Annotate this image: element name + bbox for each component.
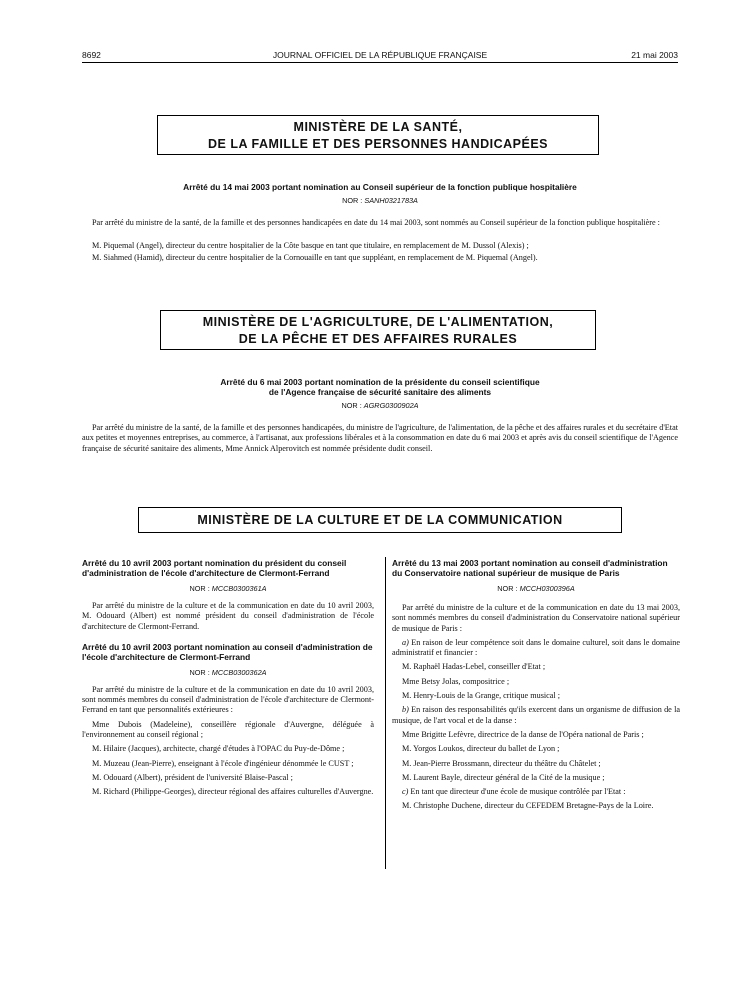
ministry-box-culture: [138, 507, 622, 533]
paragraph: M. Laurent Bayle, directeur général de la Cité de la musique ;: [402, 772, 605, 782]
paragraph: M. Piquemal (Angel), directeur du centre hospitalier de la Côte basque en tant que titulaire, en remplacement de M. Dussol (Alexis) ;: [92, 241, 529, 250]
paragraph: M. Henry-Louis de la Grange, critique musical ;: [402, 691, 561, 701]
page-header: [82, 50, 678, 60]
ministry-title-line: DE LA FAMILLE ET DES PERSONNES HANDICAPÉES: [207, 137, 549, 151]
paragraph: [392, 705, 680, 726]
ministry-title-line: DE LA PÊCHE ET DES AFFAIRES RURALES: [238, 332, 518, 346]
paragraph: Par arrêté du ministre de la culture et de la communication en date du 10 avril 2003, M. Odouard (Albert) est nommé président du conseil d'administration de l'école d'architecture de Clermont-Ferrand.: [82, 601, 374, 631]
paragraph: Mme Dubois (Madeleine), conseillère régionale d'Auvergne, déléguée à l'environnement au conseil régional ;: [82, 719, 374, 740]
paragraph: M. Siahmed (Hamid), directeur du centre hospitalier de la Cornouaille en tant que suppléant, en remplacement de M. Piquemal (Angel).: [92, 253, 538, 262]
paragraph: Par arrêté du ministre de la culture et de la communication en date du 13 mai 2003, sont nommés membres du conseil d'administration du Conservatoire national supérieur de musique de Paris :: [392, 603, 680, 633]
nor-code: SANH0321783A: [364, 196, 418, 205]
decree-title-line: de l'Agence française de sécurité sanitaire des aliments: [268, 387, 492, 397]
paragraph: Mme Brigitte Lefèvre, directrice de la danse de l'Opéra national de Paris ;: [402, 729, 644, 739]
right-column: [392, 558, 680, 816]
nor-label: NOR :: [342, 196, 363, 205]
nor-label: NOR :: [189, 584, 210, 593]
nor-reference: [82, 668, 374, 677]
nor-label: NOR :: [341, 401, 362, 410]
decree-title-line: Arrêté du 6 mai 2003 portant nomination de la présidente du conseil scientifique: [220, 377, 540, 387]
decree-title: [90, 377, 670, 397]
paragraph: M. Muzeau (Jean-Pierre), enseignant à l'école d'ingénieur dénommée le CUST ;: [92, 758, 354, 768]
journal-title: JOURNAL OFFICIEL DE LA RÉPUBLIQUE FRANÇAISE: [272, 50, 488, 60]
list-letter: c): [402, 787, 409, 797]
issue-date: 21 mai 2003: [631, 50, 678, 60]
paragraph: M. Yorgos Loukos, directeur du ballet de Lyon ;: [402, 744, 560, 754]
page-number: 8692: [82, 50, 101, 60]
paragraph: [392, 787, 680, 797]
nor-code: MCCH0300396A: [519, 584, 575, 593]
nor-code: AGRG0300902A: [363, 401, 419, 410]
decree-title: Arrêté du 13 mai 2003 portant nomination au conseil d'administration du Conservatoire national supérieur de musique de Paris: [392, 558, 668, 578]
nor-reference: [90, 196, 670, 205]
paragraph: M. Jean-Pierre Brossmann, directeur du théâtre du Châtelet ;: [402, 758, 601, 768]
paragraph: Mme Betsy Jolas, compositrice ;: [402, 676, 510, 686]
nor-label: NOR :: [497, 584, 518, 593]
nor-reference: [82, 584, 374, 593]
decree-title: Arrêté du 10 avril 2003 portant nomination au conseil d'administration de l'école d'architecture de Clermont-Ferrand: [82, 641, 373, 662]
header-rule: [82, 62, 678, 63]
ministry-title-line: MINISTÈRE DE LA CULTURE ET DE LA COMMUNICATION: [197, 513, 563, 527]
list-letter: a): [402, 637, 409, 647]
decree-title: Arrêté du 14 mai 2003 portant nomination au Conseil supérieur de la fonction publique hospitalière: [183, 182, 577, 192]
paragraph: M. Raphaël Hadas-Lebel, conseiller d'Etat ;: [402, 662, 546, 672]
ministry-title-line: MINISTÈRE DE L'AGRICULTURE, DE L'ALIMENTATION,: [202, 315, 554, 329]
paragraph: M. Richard (Philippe-Georges), directeur régional des affaires culturelles d'Auvergne.: [92, 787, 374, 797]
left-column: [82, 558, 374, 802]
paragraph-text: En raison des responsabilités qu'ils exercent dans un organisme de diffusion de la musique, de l'art vocal et de la danse :: [392, 705, 680, 725]
ministry-title-line: MINISTÈRE DE LA SANTÉ,: [293, 120, 463, 134]
paragraph-text: En tant que directeur d'une école de musique contrôlée par l'Etat :: [410, 787, 626, 797]
paragraph: Par arrêté du ministre de la santé, de la famille et des personnes handicapées en date du 14 mai 2003, sont nommés au Conseil supérieur de la fonction publique hospitalière :: [92, 218, 660, 227]
nor-label: NOR :: [189, 667, 210, 677]
paragraph: Par arrêté du ministre de la culture et de la communication en date du 10 avril 2003, sont nommés membres du conseil d'administration de l'école d'architecture de Clermont-Ferrand en tant que personnalités extérieures :: [82, 684, 374, 715]
paragraph: M. Hilaire (Jacques), architecte, chargé d'études à l'OPAC du Puy-de-Dôme ;: [92, 744, 345, 754]
paragraph: M. Christophe Duchene, directeur du CEFEDEM Bretagne-Pays de la Loire.: [402, 801, 654, 811]
column-divider: [385, 557, 386, 869]
ministry-box-sante: [157, 115, 599, 155]
decree-title: Arrêté du 10 avril 2003 portant nomination du président du conseil d'administration de l'école d'architecture de Clermont-Ferrand: [82, 558, 347, 578]
paragraph: M. Odouard (Albert), président de l'université Blaise-Pascal ;: [92, 772, 293, 782]
list-letter: b): [402, 705, 409, 715]
paragraph: [392, 638, 680, 659]
paragraph-text: En raison de leur compétence soit dans le domaine culturel, soit dans le domaine administratif et financier :: [392, 637, 680, 658]
nor-reference: [90, 401, 670, 410]
nor-reference: [392, 584, 680, 593]
nor-code: MCCB0300362A: [211, 667, 267, 677]
ministry-box-agriculture: [160, 310, 596, 350]
paragraph: Par arrêté du ministre de la santé, de la famille et des personnes handicapées, du ministre de l'agriculture, de l'alimentation, de la pêche et des affaires rurales et du secrétaire d'Etat aux petites et moyennes entreprises, au commerce, à l'artisanat, aux professions libérales et à la consommation en date du 6 mai 2003 et après avis du conseil scientifique de l'Agence française de sécurité sanitaire des aliments, Mme Annick Alperovitch est nommée présidente dudit conseil.: [82, 423, 678, 453]
nor-code: MCCB0300361A: [211, 584, 267, 593]
